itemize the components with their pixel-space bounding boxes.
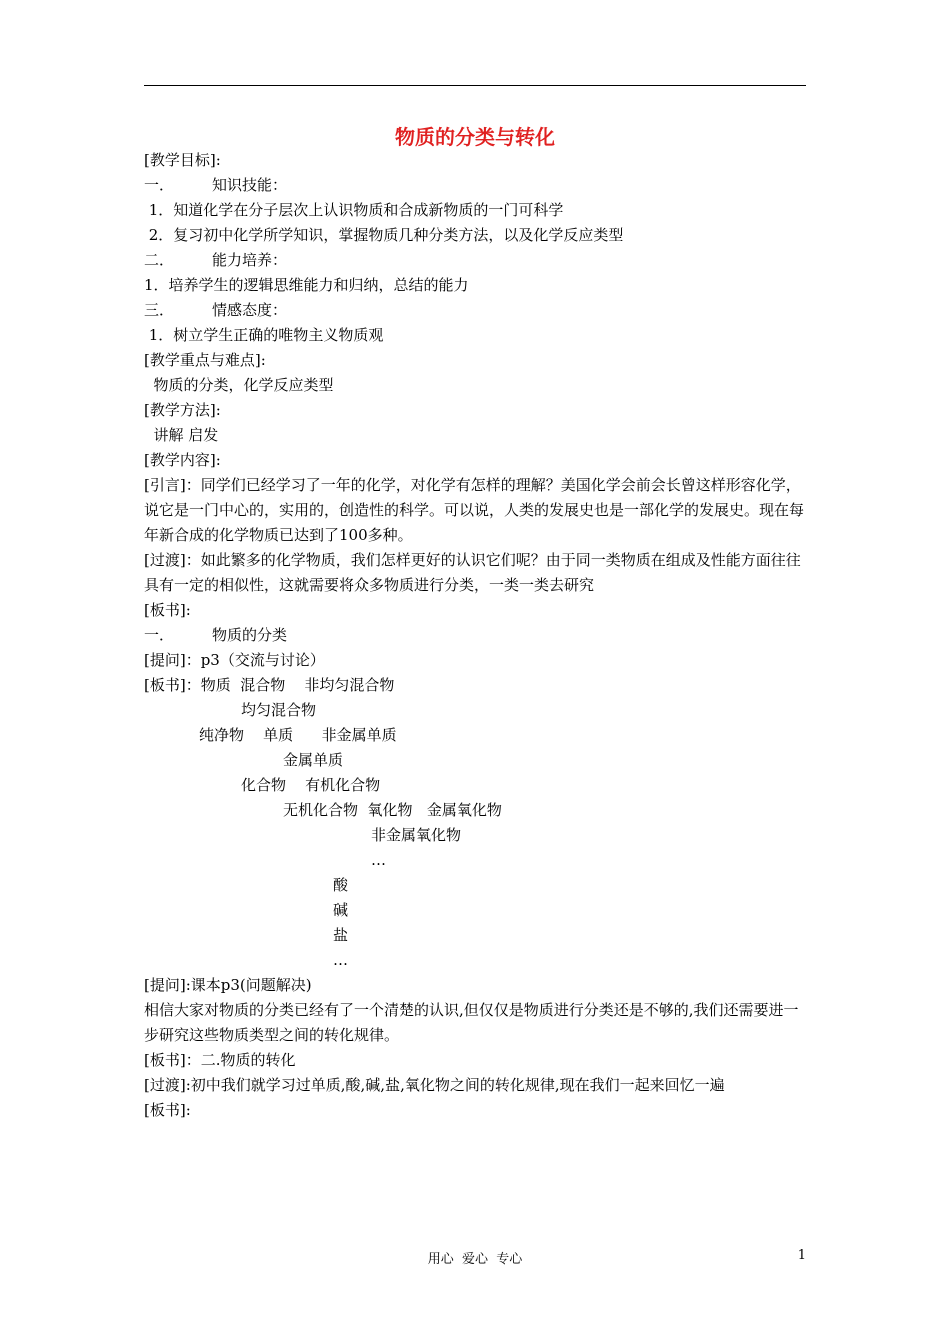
tree-node: 金属单质: [283, 751, 344, 769]
document-title: 物质的分类与转化: [395, 125, 555, 149]
list-item: 1．树立学生正确的唯物主义物质观: [144, 326, 384, 344]
transition-line: [过渡]:初中我们就学习过单质,酸,碱,盐,氧化物之间的转化规律,现在我们一起来回忆一遍: [144, 1076, 725, 1094]
list-item: 2．复习初中化学所学知识，掌握物质几种分类方法，以及化学反应类型: [144, 226, 624, 244]
section-label: 物质的分类: [212, 626, 288, 644]
section-attitude: [144, 298, 808, 323]
objectives-heading: [教学目标]:: [144, 151, 221, 169]
tree-node: 无机化合物 氧化物 金属氧化物: [283, 801, 502, 819]
footer-motto: 用心 爱心 专心: [427, 1252, 523, 1267]
section-number: 一．: [144, 176, 175, 194]
board-label: [板书]:: [144, 1101, 191, 1119]
tree-node: 盐: [333, 926, 349, 944]
document-body: [144, 148, 808, 1123]
tree-node: …: [371, 851, 386, 869]
part-classification: [144, 623, 808, 648]
tree-node: 均匀混合物: [241, 701, 317, 719]
section-knowledge: [144, 173, 808, 198]
intro-paragraph: [引言]：同学们已经学习了一年的化学，对化学有怎样的理解？美国化学会前会长曾这样形容化学，说它是一门中心的，实用的，创造性的科学。可以说，人类的发展史也是一部化学的发展史。现在每年新合成的化学物质已达到了100多种。: [144, 476, 805, 544]
section-number: 二．: [144, 251, 175, 269]
tree-node: [板书]：物质 混合物 非均匀混合物: [144, 676, 395, 694]
transition-paragraph: [过渡]：如此繁多的化学物质，我们怎样更好的认识它们呢？由于同一类物质在组成及性能方面往往具有一定的相似性，这就需要将众多物质进行分类，一类一类去研究: [144, 551, 801, 594]
list-item: 1．培养学生的逻辑思维能力和归纳，总结的能力: [144, 276, 469, 294]
tree-node: …: [333, 951, 348, 969]
question-line: [提问]:课本p3(问题解决): [144, 976, 312, 994]
key-points-text: 物质的分类，化学反应类型: [144, 376, 334, 394]
section-label: 能力培养：: [212, 251, 288, 269]
board-label: [板书]:: [144, 601, 191, 619]
tree-node: 化合物 有机化合物: [241, 776, 381, 794]
method-heading: [教学方法]:: [144, 401, 221, 419]
tree-node: 酸: [333, 876, 349, 894]
tree-node: 碱: [333, 901, 349, 919]
section-label: 知识技能：: [212, 176, 288, 194]
tree-node: 非金属氧化物: [371, 826, 462, 844]
section-number: 三．: [144, 301, 175, 319]
key-points-heading: [教学重点与难点]:: [144, 351, 266, 369]
transformation-paragraph: 相信大家对物质的分类已经有了一个清楚的认识,但仅仅是物质进行分类还是不够的,我们还需要进一步研究这些物质类型之间的转化规律。: [144, 1001, 799, 1044]
classification-tree: [144, 673, 808, 973]
content-heading: [教学内容]:: [144, 451, 221, 469]
header-rule: [144, 85, 806, 86]
list-item: 1．知道化学在分子层次上认识物质和合成新物质的一门可科学: [144, 201, 564, 219]
question-line: [提问]：p3（交流与讨论）: [144, 651, 325, 669]
method-text: 讲解 启发: [144, 426, 219, 444]
section-label: 情感态度：: [212, 301, 288, 319]
page-number: 1: [797, 1248, 806, 1263]
board-label: [板书]：二.物质的转化: [144, 1051, 296, 1069]
tree-node: 纯净物 单质 非金属单质: [199, 726, 397, 744]
section-ability: [144, 248, 808, 273]
section-number: 一．: [144, 626, 175, 644]
